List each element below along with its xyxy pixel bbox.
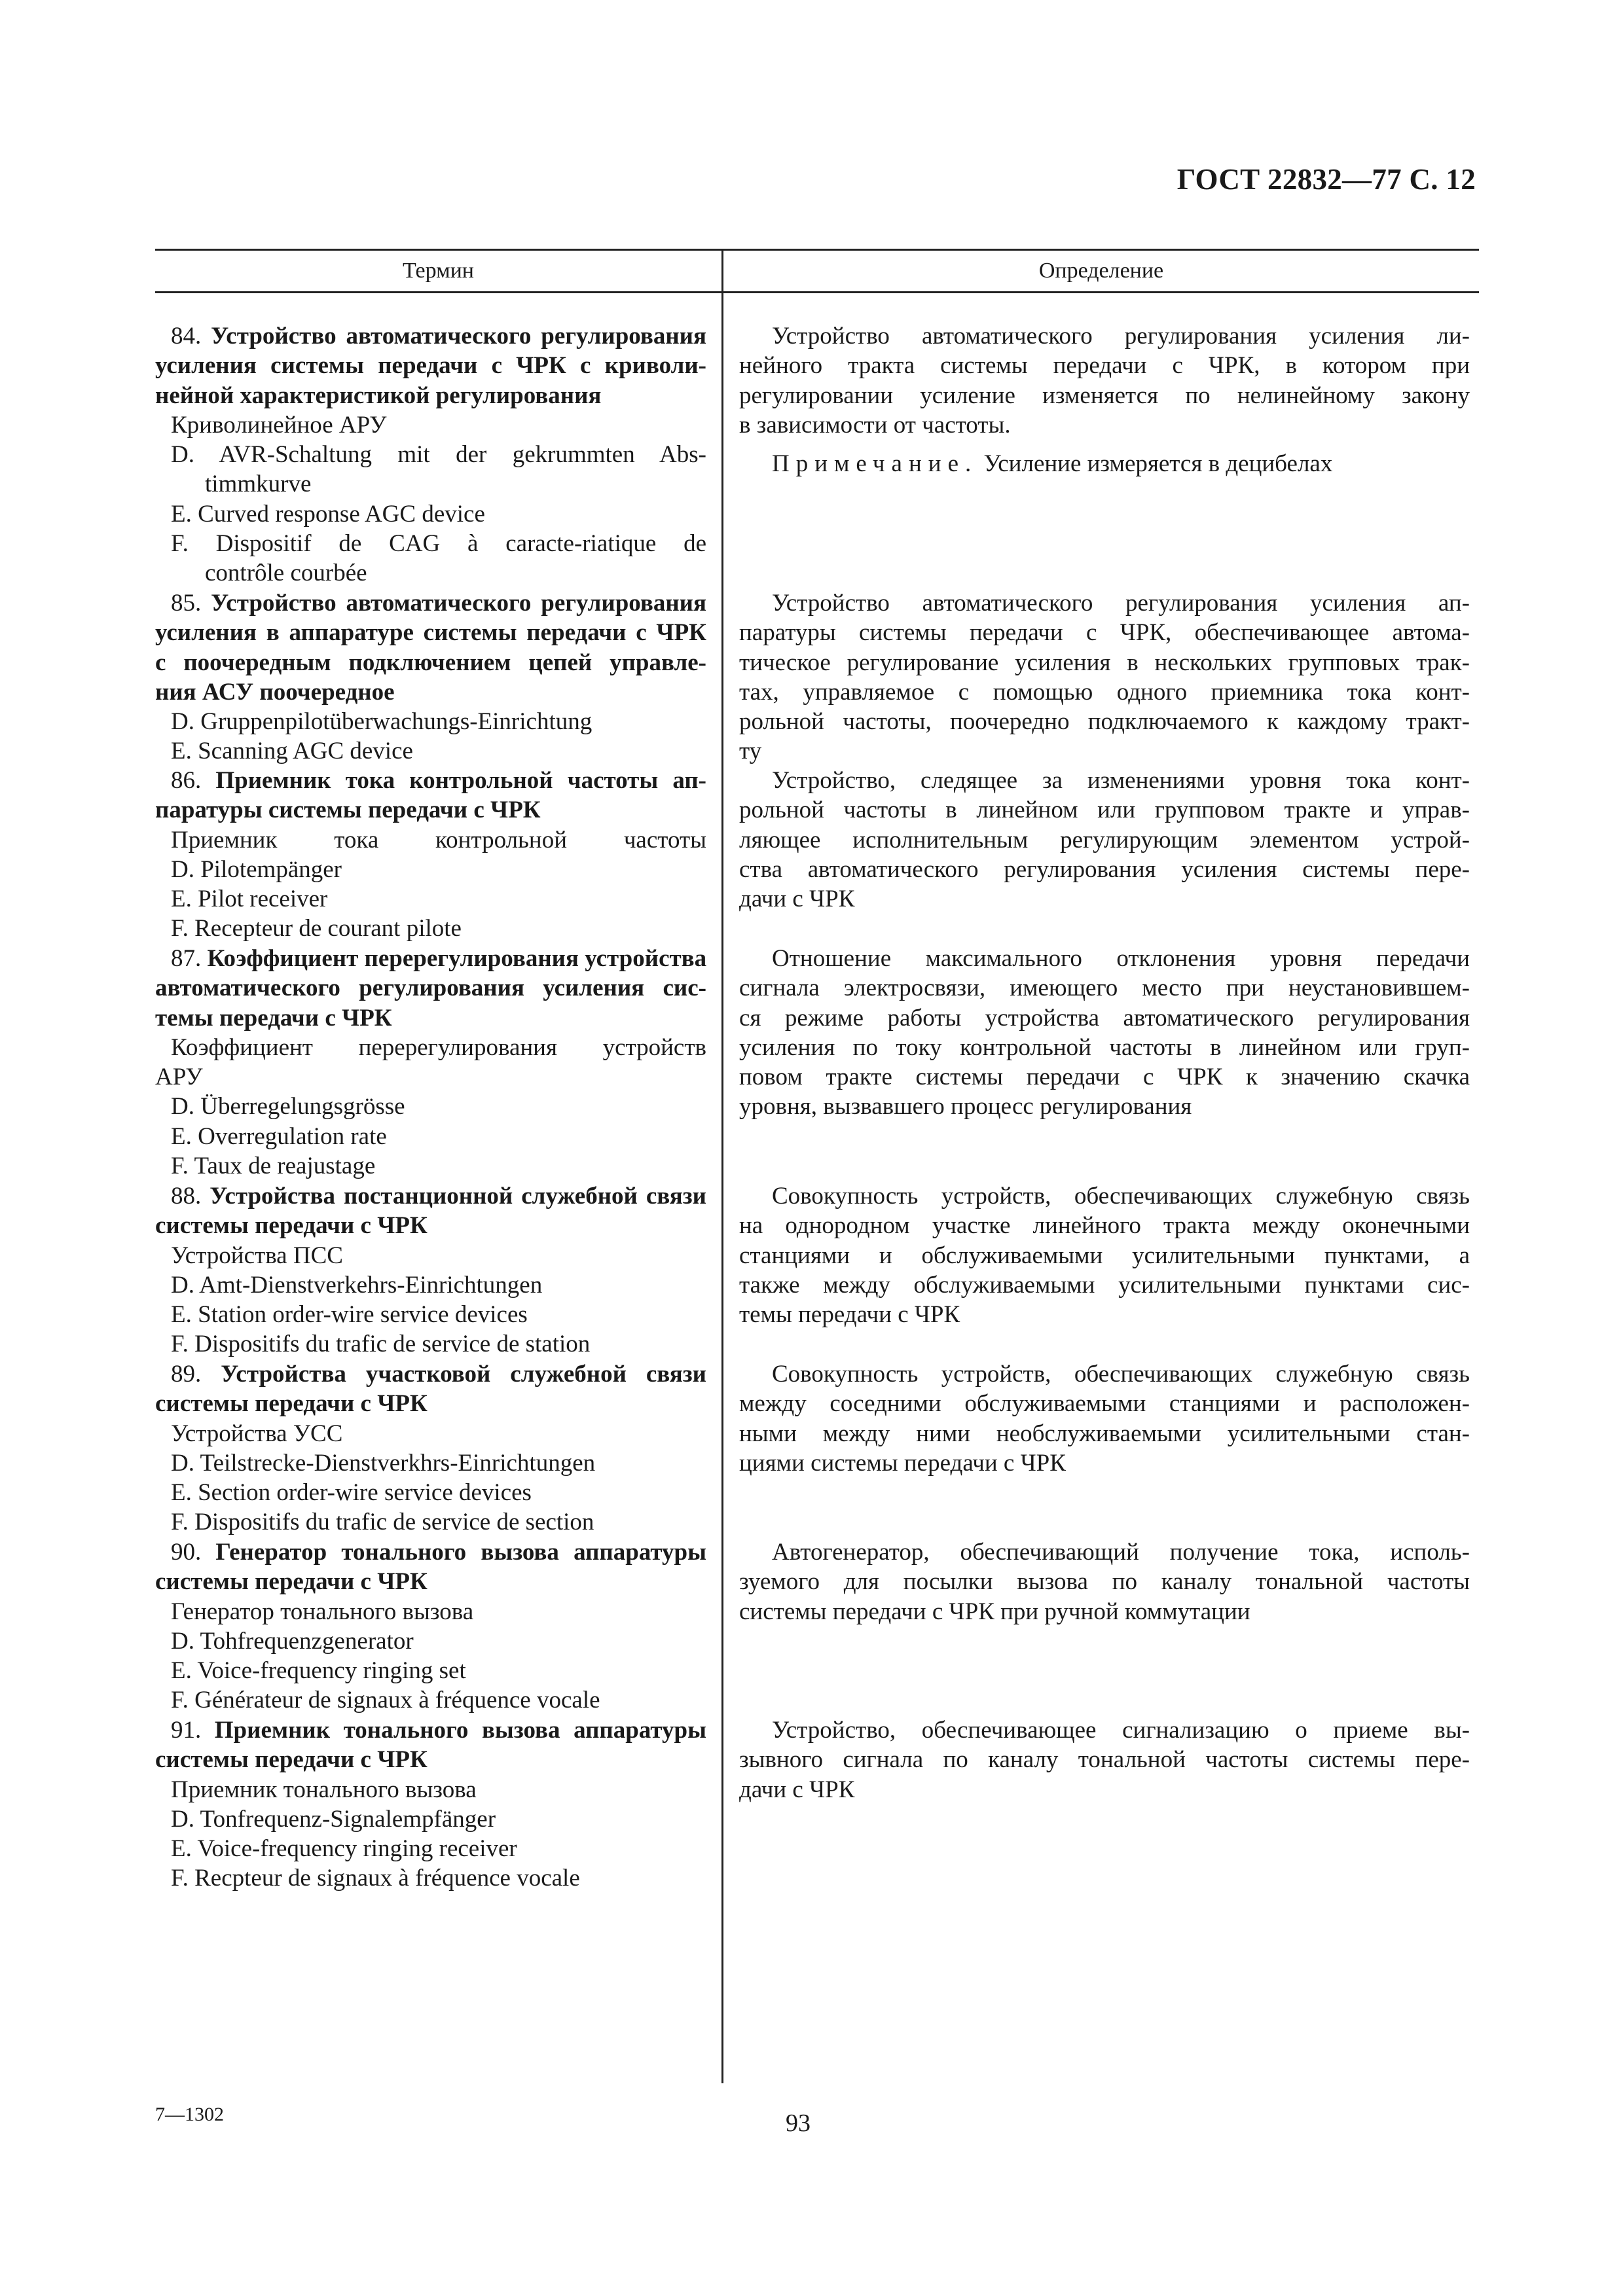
footer-print-code: 7—1302 (155, 2104, 224, 2125)
term-english: E. Overregulation rate (171, 1122, 387, 1150)
term-short-name-cont: АРУ (155, 1064, 203, 1091)
term-english: E. Voice-frequency ringing receiver (171, 1835, 517, 1863)
term-title-line: Устройства постанционной служебной связи (210, 1183, 706, 1210)
term-german: D. Tonfrequenz-Signalempfänger (171, 1805, 496, 1833)
term-english: E. Section order-wire service devices (171, 1479, 532, 1507)
term-title-line: системы передачи с ЧРК (155, 1568, 428, 1596)
page-number: 93 (786, 2109, 811, 2137)
definition-line: сигнала электросвязи, имеющего место при неустановившем- (739, 975, 1470, 1002)
term-title-line: системы передачи с ЧРК (155, 1212, 428, 1240)
term-french: F. Dispositifs du trafic de service de section (171, 1509, 594, 1536)
definition-line: повом тракте системы передачи с ЧРК к значению скачка (739, 1064, 1470, 1091)
term-french: F. Dispositif de CAG à caracte-riatique de (171, 530, 706, 558)
entry-89-definition (739, 1359, 1470, 1478)
definition-line: регулировании усиление изменяется по нелинейному закону (739, 382, 1470, 409)
term-short-name: Коэффициент перерегулирования устройств (171, 1033, 706, 1061)
term-title-line: усиления системы передачи с ЧРК с криволи- (155, 352, 706, 380)
term-title-line: Устройства участковой служебной связи (221, 1361, 706, 1388)
definition-line: Отношение максимального отклонения уровня передачи (772, 945, 1470, 972)
definition-line: Устройство автоматического регулирования усиления ап- (772, 590, 1470, 617)
definition-note (739, 449, 1470, 478)
term-german: D. Überregelungsgrösse (171, 1093, 405, 1121)
definition-line: уровня, вызвавшего процесс регулирования (739, 1093, 1192, 1121)
term-title-line: Приемник тонального вызова аппаратуры (214, 1717, 706, 1744)
note-text: Усиление измеряется в децибелах (983, 450, 1333, 478)
definition-line: Устройство, следящее за изменениями уровня тока конт- (772, 767, 1470, 794)
entry-87-definition (739, 944, 1470, 1122)
definition-line: Совокупность устройств, обеспечивающих служебную связь (772, 1183, 1470, 1210)
term-french: F. Recepteur de courant pilote (171, 915, 462, 942)
term-english: E. Curved response AGC device (171, 500, 485, 528)
entry-number: 87. (171, 945, 202, 972)
entry-number: 84. (171, 323, 202, 350)
term-german: D. Amt-Dienstverkehrs-Einrichtungen (171, 1271, 543, 1299)
column-header-definition: Определение (723, 251, 1479, 293)
term-english: E. Pilot receiver (171, 886, 328, 913)
entry-89-term (155, 1359, 706, 1537)
entry-90-definition (739, 1537, 1470, 1626)
term-title-line: автоматического регулирования усиления сис- (155, 975, 706, 1002)
term-title-line: нейной характеристикой регулирования (155, 382, 602, 409)
term-title-line: системы передачи с ЧРК (155, 1746, 428, 1774)
definition-line: системы передачи с ЧРК при ручной коммутации (739, 1598, 1250, 1625)
definition-line: темы передачи с ЧРК (739, 1301, 960, 1329)
column-divider (721, 251, 723, 2083)
entry-88-term (155, 1181, 706, 1359)
term-german: D. Tohfrequenzgenerator (171, 1627, 414, 1655)
entry-90-term (155, 1537, 706, 1715)
definition-line: на однородном участке линейного тракта между оконечными (739, 1212, 1470, 1240)
definition-line: станциями и обслуживаемыми усилительными пунктами, а (739, 1242, 1470, 1269)
term-french: F. Taux de reajustage (171, 1153, 376, 1180)
term-title-line: Генератор тонального вызова аппаратуры (215, 1539, 706, 1566)
entry-84-term (155, 321, 706, 588)
definition-line: усиления по току контрольной частоты в линейном или груп- (739, 1033, 1470, 1061)
entry-85-definition (739, 588, 1470, 766)
definition-line: дачи с ЧРК (739, 886, 855, 913)
term-title-line: системы передачи с ЧРК (155, 1390, 428, 1418)
definition-line: ства автоматического регулирования усиления системы пере- (739, 855, 1470, 883)
entry-85-term (155, 588, 706, 766)
term-title-line: Коэффициент перерегулирования устройства (207, 945, 707, 972)
definition-line: Автогенератор, обеспечивающий получение тока, исполь- (772, 1539, 1470, 1566)
term-short-name: Криволинейное АРУ (171, 411, 387, 439)
term-title-line: темы передачи с ЧРК (155, 1004, 392, 1031)
terms-table (155, 249, 1479, 2083)
definition-line: ту (739, 738, 762, 765)
definition-line: в зависимости от частоты. (739, 411, 1011, 439)
term-title-line: паратуры системы передачи с ЧРК (155, 797, 541, 824)
term-title-line: ния АСУ поочередное (155, 678, 395, 706)
definition-line: рольной частоты в линейном или групповом тракте и управ- (739, 797, 1470, 824)
term-english: E. Station order-wire service devices (171, 1301, 528, 1329)
term-german: D. Gruppenpilotüberwachungs-Einrichtung (171, 708, 593, 736)
entry-91-definition (739, 1715, 1470, 1804)
term-short-name: Устройства ПСС (171, 1242, 343, 1269)
entry-number: 88. (171, 1183, 202, 1210)
definition-line: между соседними обслуживаемыми станциями и расположен- (739, 1390, 1470, 1418)
term-german: D. Teilstrecke-Dienstverkhrs-Einrichtungen (171, 1449, 596, 1477)
term-german: D. Pilotempänger (171, 855, 342, 883)
definition-line: тах, управляемое с помощью одного приемника тока конт- (739, 678, 1470, 706)
term-german: D. AVR-Schaltung mit der gekrummten Abs- (171, 441, 706, 469)
term-short-name: Приемник тока контрольной частоты (171, 826, 706, 853)
term-short-name: Генератор тонального вызова (171, 1598, 474, 1625)
definition-line: зуемого для посылки вызова по каналу тональной частоты (739, 1568, 1470, 1596)
definition-line: также между обслуживаемыми усилительными пунктами сис- (739, 1271, 1470, 1299)
term-english: E. Scanning AGC device (171, 738, 413, 765)
term-short-name: Устройства УСС (171, 1420, 343, 1447)
term-french: F. Générateur de signaux à fréquence vocale (171, 1687, 600, 1714)
definition-line: паратуры системы передачи с ЧРК, обеспечивающее автома- (739, 619, 1470, 647)
entry-number: 91. (171, 1717, 202, 1744)
entry-88-definition (739, 1181, 1470, 1329)
term-german-cont: timmkurve (205, 471, 312, 498)
entry-number: 89. (171, 1361, 202, 1388)
definition-line: рольной частоты, поочередно подключаемого к каждому тракт- (739, 708, 1470, 736)
definition-line: Устройство, обеспечивающее сигнализацию о приеме вы- (772, 1717, 1470, 1744)
term-english: E. Voice-frequency ringing set (171, 1657, 466, 1685)
term-french-cont: contrôle courbée (205, 560, 367, 587)
term-title-line: Устройство автоматического регулирования (211, 590, 706, 617)
note-label: Примечание. (772, 450, 978, 478)
definition-line: нейного тракта системы передачи с ЧРК, в котором при (739, 352, 1470, 380)
definition-line: дачи с ЧРК (739, 1776, 855, 1803)
definition-line: Совокупность устройств, обеспечивающих служебную связь (772, 1361, 1470, 1388)
term-french: F. Dispositifs du trafic de service de station (171, 1331, 591, 1358)
term-title-line: Устройство автоматического регулирования (211, 323, 706, 350)
definition-line: Устройство автоматического регулирования усиления ли- (772, 323, 1470, 350)
term-short-name: Приемник тонального вызова (171, 1776, 477, 1803)
entry-number: 85. (171, 590, 202, 617)
entry-86-definition (739, 766, 1470, 914)
entry-84-definition (739, 321, 1470, 478)
definition-line: ся режиме работы устройства автоматического регулирования (739, 1004, 1470, 1031)
term-title-line: Приемник тока контрольной частоты ап- (215, 767, 707, 794)
page-header-title: ГОСТ 22832—77 С. 12 (1176, 163, 1476, 196)
column-header-term: Термин (155, 251, 721, 293)
definition-line: тическое регулирование усиления в нескольких групповых трак- (739, 649, 1470, 676)
term-french: F. Recpteur de signaux à fréquence vocale (171, 1865, 580, 1892)
definition-line: ными между ними необслуживаемыми усилительными стан- (739, 1420, 1470, 1447)
definition-line: зывного сигнала по каналу тональной частоты системы пере- (739, 1746, 1470, 1774)
entry-number: 90. (171, 1539, 202, 1566)
term-title-line: усиления в аппаратуре системы передачи с ЧРК (155, 619, 706, 647)
entry-86-term (155, 766, 706, 944)
entry-91-term (155, 1715, 706, 1893)
term-title-line: с поочередным подключением цепей управле- (155, 649, 706, 676)
definition-line: ляющее исполнительным регулирующим элементом устрой- (739, 826, 1470, 853)
definition-line: циями системы передачи с ЧРК (739, 1449, 1066, 1477)
entry-number: 86. (171, 767, 202, 794)
entry-87-term (155, 944, 706, 1181)
